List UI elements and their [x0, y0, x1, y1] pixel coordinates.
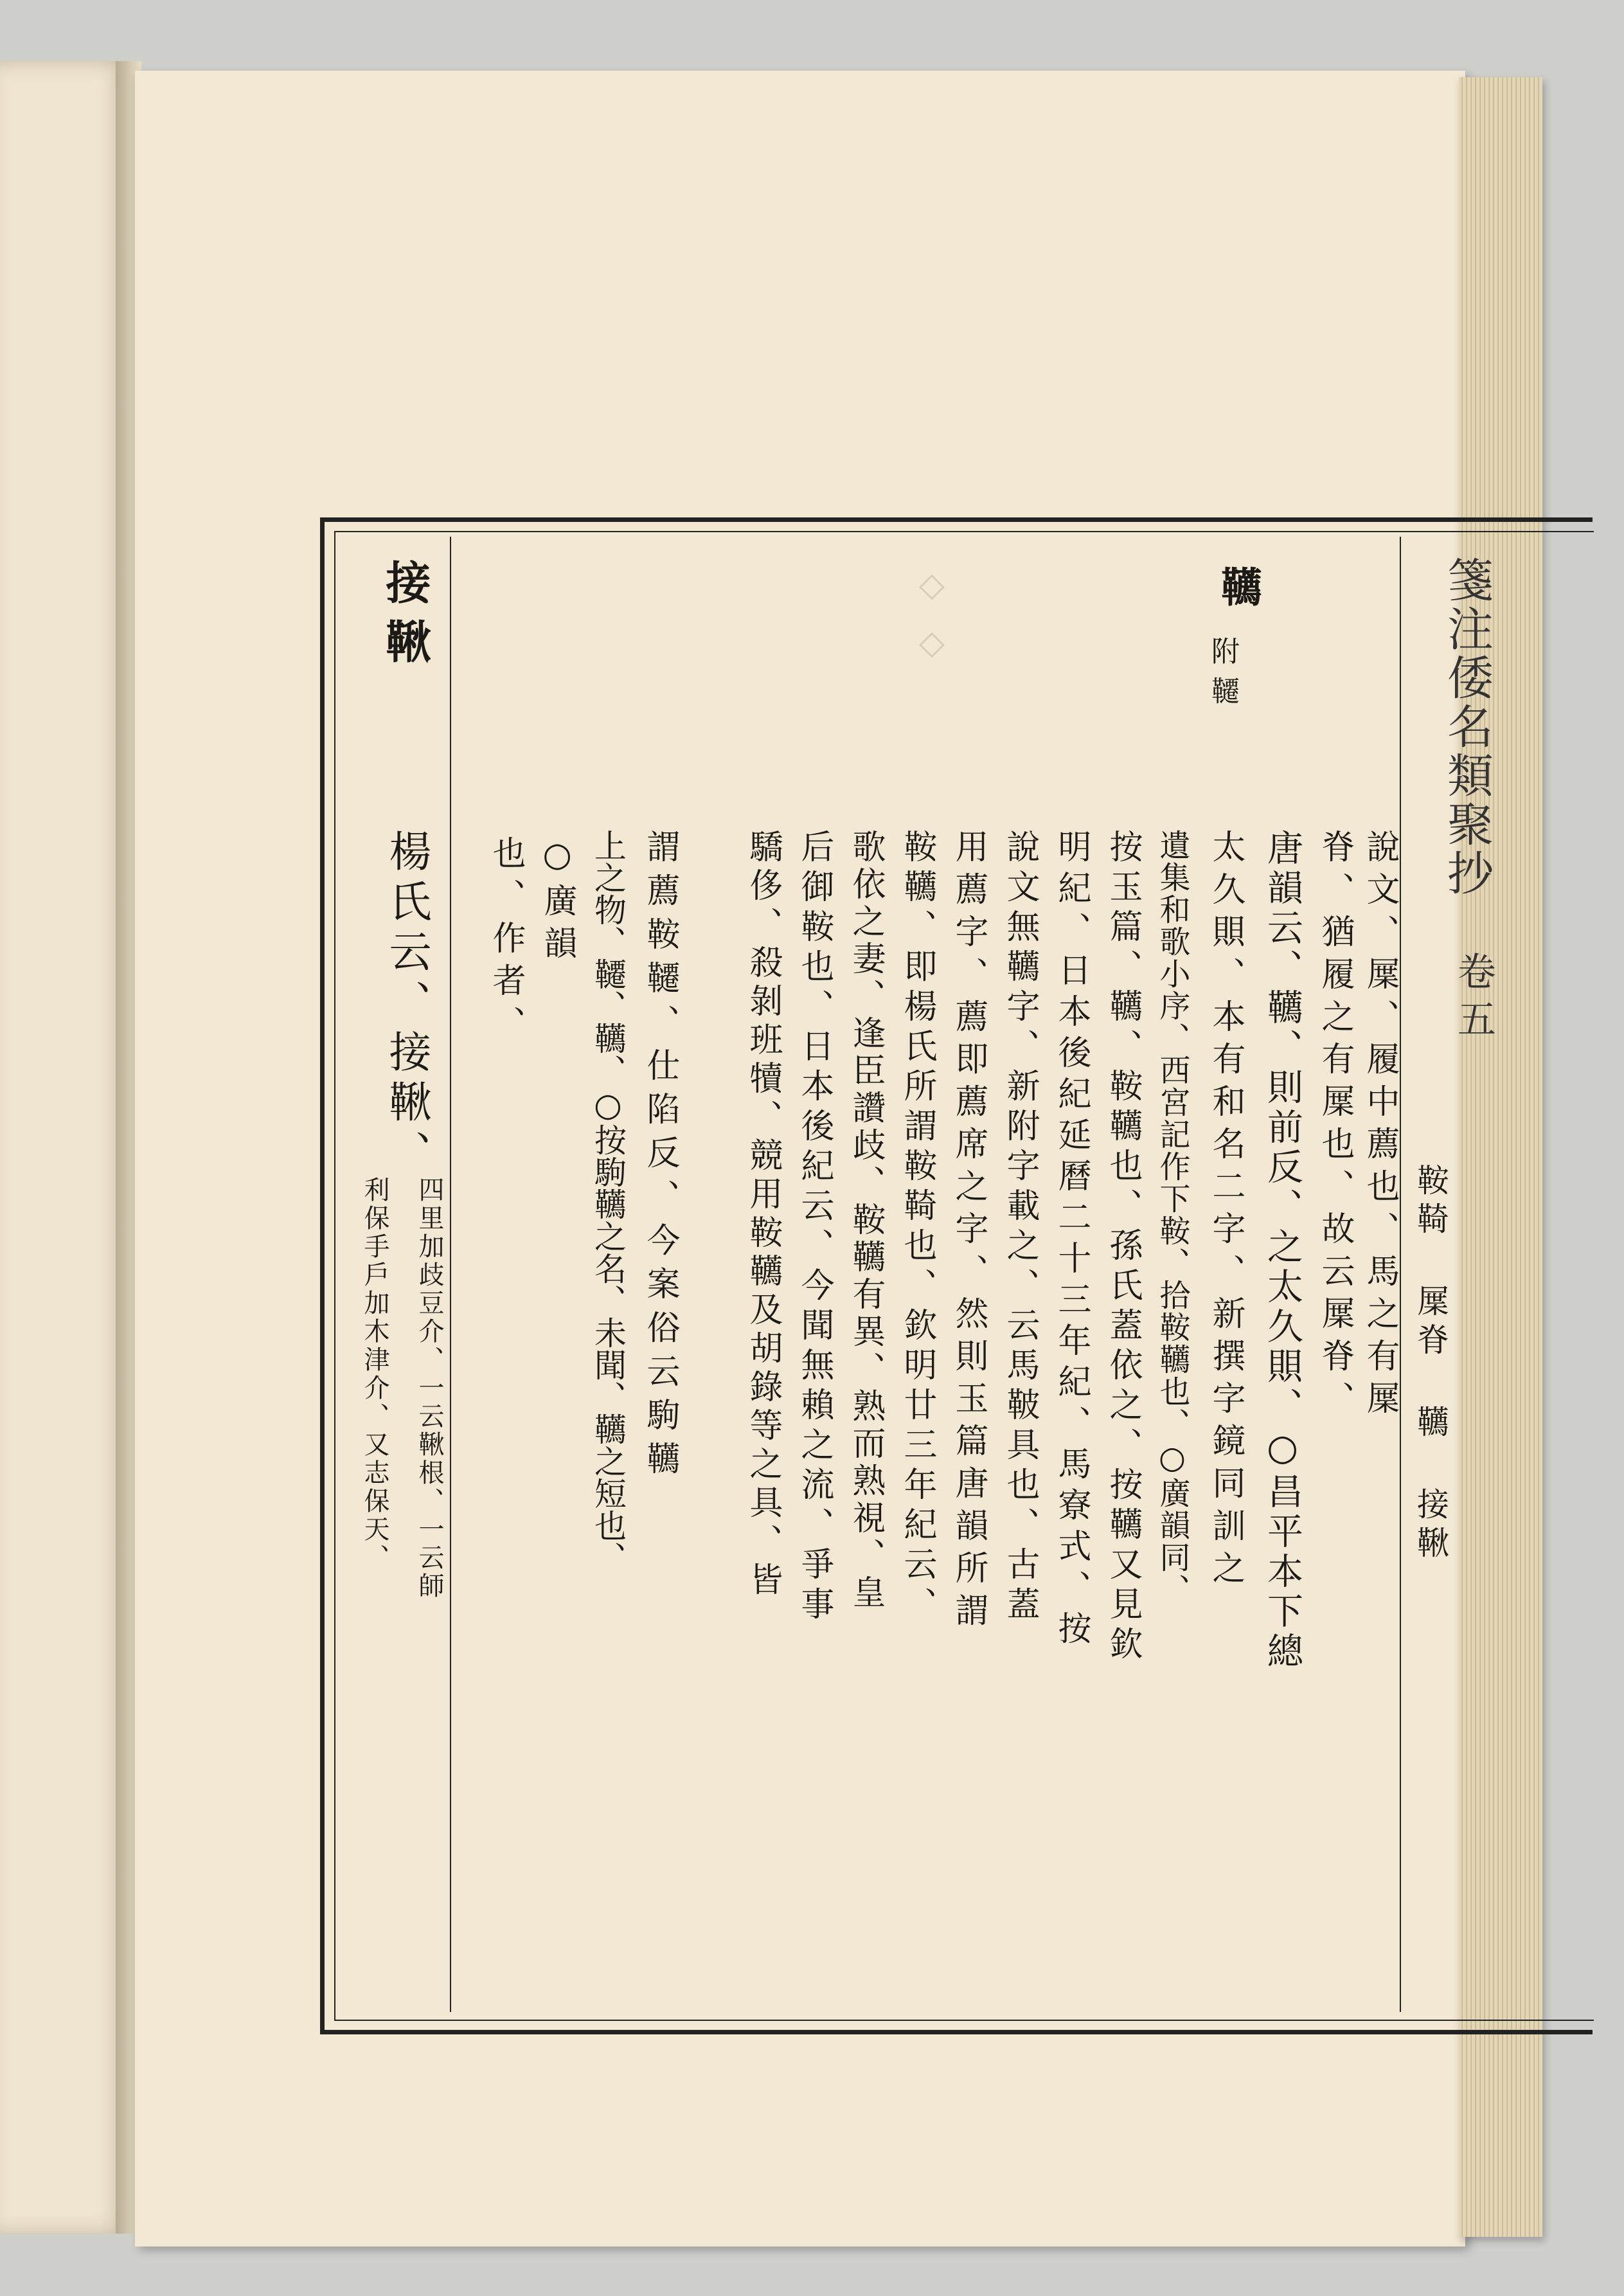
text-column: 說文無韉字、新附字載之、云馬鞁具也、古蓋	[1001, 829, 1039, 1626]
headword: 韉	[1214, 566, 1262, 621]
text-column: 說文、屟、履中薦也、馬之有屟	[1361, 829, 1399, 1423]
text-column: 用薦字、薦即薦席之字、然則玉篇唐韻所謂	[949, 829, 988, 1635]
text-column: 上之物、韆、韉、○按駒韉之名、未聞、韉之短也、	[589, 829, 627, 1574]
next-entry-main: 楊氏云、接鞦、	[382, 829, 431, 1180]
text-column: 脊、猶履之有屟也、故云屟脊、	[1316, 829, 1354, 1423]
text-column: 謂薦鞍韆、仕陷反、今案俗云駒韉	[641, 829, 679, 1485]
text-column: 太久賏、本有和名二字、新撰字鏡同訓之	[1206, 829, 1245, 1593]
text-column: 歌依之妻、逢臣讚歧、鞍韉有異、熟而熟視、皇	[846, 829, 885, 1612]
next-entry-annotation: 四里加歧豆介、一云鞦根、一云師	[415, 1176, 444, 1601]
text-column: 唐韻云、韉、則前反、之太久賏、○昌平本下總	[1262, 829, 1303, 1672]
text-column: ○廣韻	[538, 836, 576, 968]
text-column: 驕侈、殺剝班犢、競用鞍韉及胡錄等之具、皆	[744, 829, 782, 1601]
text-column: 鞍韉、即楊氏所謂鞍䩭也、欽明廿三年紀云、	[898, 829, 936, 1626]
text-column: 按玉篇、韉、鞍韉也、孫氏蓋依之、按韉又見欽	[1103, 829, 1142, 1666]
show-through: ◇◇	[913, 566, 951, 681]
subword: 附韆	[1206, 636, 1239, 716]
left-page	[0, 61, 129, 2234]
book-title: 箋注倭名類聚抄	[1440, 556, 1494, 898]
next-entry-annotation: 利保手戶加木津介、又志保天、	[360, 1176, 389, 1572]
volume-number: 卷五	[1451, 951, 1496, 1046]
text-column: 明紀、日本後紀延曆二十三年紀、馬寮式、按	[1052, 829, 1091, 1652]
section-headings: 鞍䩭 屟脊 韉 接鞦	[1412, 1163, 1449, 1565]
text-column: 也、作者、	[486, 836, 525, 1048]
frame-divider	[450, 537, 451, 2012]
text-column: 遺集和歌小序、西宮記作下鞍、拾鞍韉也、○廣韻同、	[1154, 829, 1190, 1606]
text-column: 后御鞍也、日本後紀云、今聞無賴之流、爭事	[795, 829, 834, 1626]
next-headword: 接鞦	[379, 559, 432, 677]
